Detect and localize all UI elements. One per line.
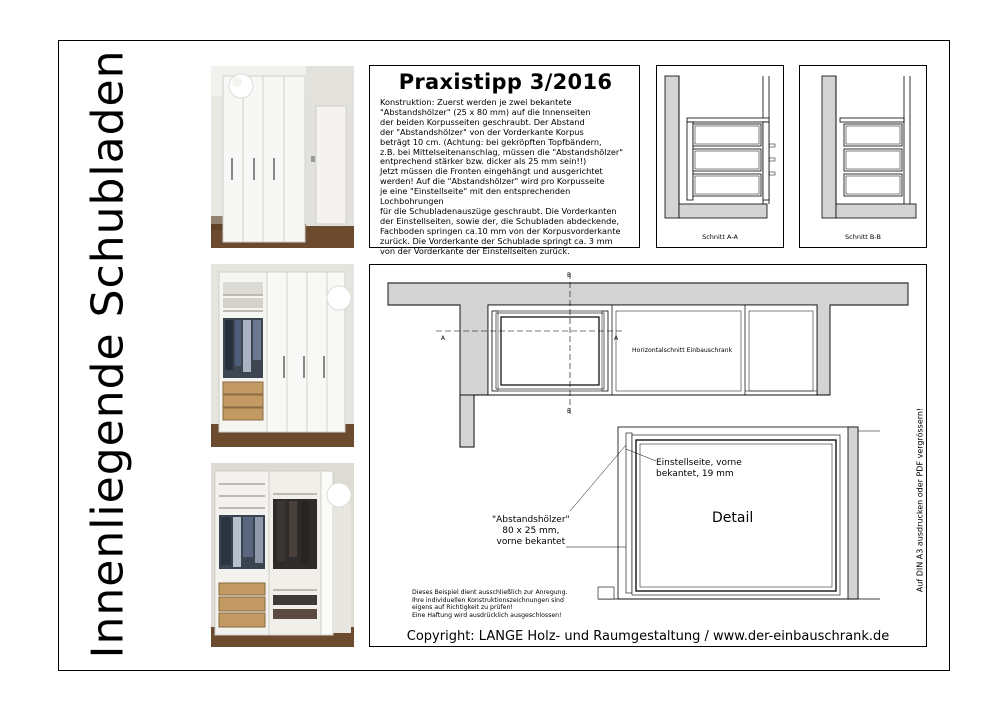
vertical-title-text: Innenliegende Schubladen (82, 49, 134, 659)
marker-a-left: A (441, 335, 446, 342)
marker-b-bottom: B (567, 408, 572, 415)
print-hint-text: Auf DIN A3 ausdrucken oder PDF vergrössern! (915, 407, 925, 593)
einstellseite-label: Einstellseite, vorne bekantet, 19 mm (656, 458, 742, 479)
abstand-label: "Abstandshölzer" 80 x 25 mm, vorne bekantet (492, 515, 570, 547)
print-hint (908, 385, 932, 615)
detail-label: Detail (712, 510, 754, 526)
marker-b-top: B (567, 272, 572, 279)
vertical-title (62, 49, 154, 659)
praxistipp-title: Praxistipp 3/2016 (398, 70, 613, 94)
section-b-b-caption: Schnitt B-B (845, 233, 881, 241)
copyright-text: Copyright: LANGE Holz- und Raumgestaltung / www.der-einbauschrank.de (406, 629, 890, 644)
horizontal-section-label: Horizontalschnitt Einbauschrank (632, 347, 733, 354)
half-open-wardrobe-photo (211, 264, 354, 447)
section-a-a (656, 65, 784, 248)
praxistipp-box (369, 65, 640, 256)
main-drawing-box (369, 264, 927, 647)
horizontal-section-drawing (370, 265, 926, 625)
closed-wardrobe-photo (211, 66, 354, 248)
section-b-b-drawing (800, 66, 926, 226)
section-a-a-drawing (657, 66, 783, 226)
disclaimer-text: Dieses Beispiel dient ausschließlich zur Anregung. Ihre individuellen Konstruktionszeichnungen sind eigens auf Richtigkeit zu prüfen! Eine Haftung wird ausdrücklich ausgeschlossen! (412, 589, 568, 619)
section-b-b (799, 65, 927, 248)
marker-a-right: A (614, 335, 619, 342)
open-wardrobe-photo (211, 463, 354, 647)
section-a-a-caption: Schnitt A-A (702, 233, 738, 241)
praxistipp-body: Konstruktion: Zuerst werden je zwei bekantete "Abstandshölzer" (25 x 80 mm) auf die Innenseiten der beiden Korpusseiten geschraubt. Der Abstand der "Abstandshölzer" von der Vorderkante Korpus beträgt 10 cm. (Achtung: bei gekröpften Topfbändern, z.B. bei Mittelseitenanschlag, müssen die "Abstandshölzer" entprechend stärker bzw. dicker als 25 mm sein!!) Jetzt müssen die Fronten eingehängt und ausgerichtet werden! Auf die "Abstandshölzer" wird pro Korpusseite je eine "Einstellseite" mit den entsprechenden Lochbohrungen für die Schubladenauszüge geschraubt. Die Vorderkanten der Einstellseiten, sowie der, die Schubladen abdeckende, Fachboden springen ca.10 mm von der Korpusvorderkante zurück. Die Vorderkante der Schublade springt ca. 3 mm von der Vorderkante der Einstellseiten zurück. (380, 97, 624, 256)
